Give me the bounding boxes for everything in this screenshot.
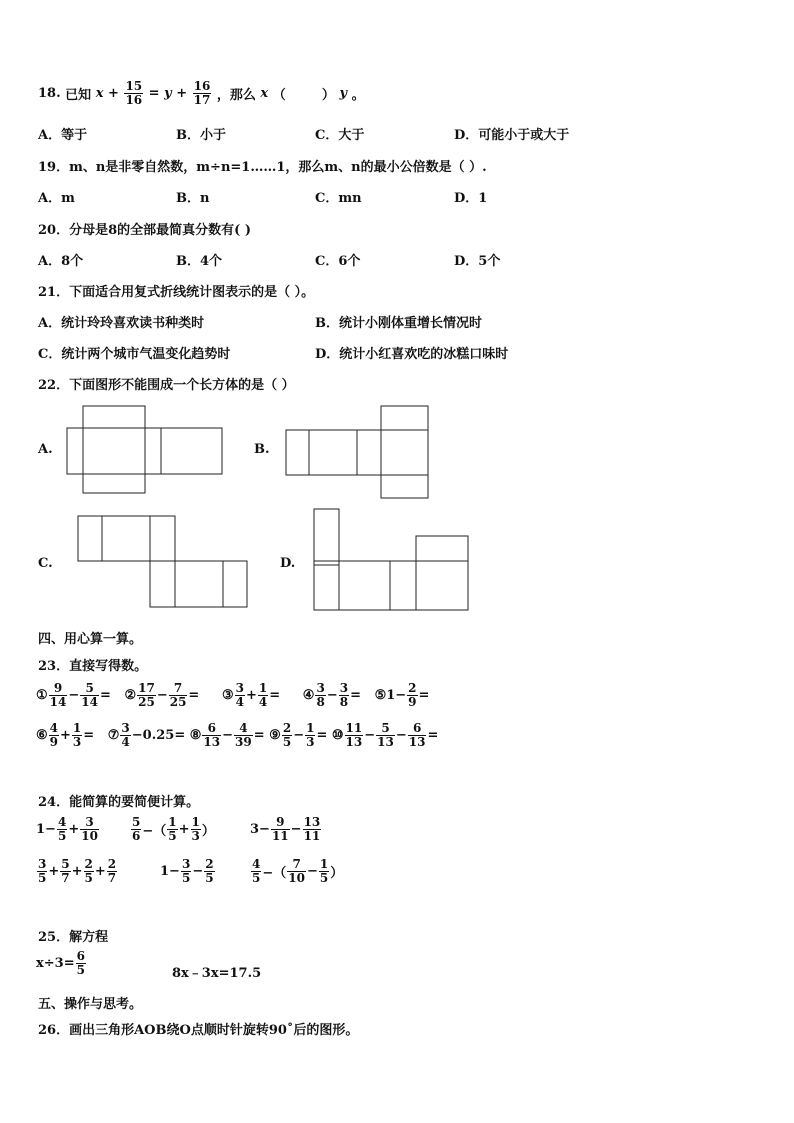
fraction: $\frac{3}{8}$ (316, 681, 325, 709)
q24-expr-6: $\frac{4}{5}$ −（ $\frac{7}{10}$ − $\frac{1}{5}$ ） (252, 857, 344, 885)
fraction: $\frac{13}{11}$ (303, 815, 321, 843)
fraction: $\frac{9}{14}$ (49, 681, 67, 709)
q23-stem: 23．直接写得数。 (38, 659, 148, 674)
fraction: $\frac{2}{9}$ (408, 681, 417, 709)
q19-option-a: A．m (38, 191, 75, 206)
q18-option-d: D．可能小于或大于 (454, 128, 570, 143)
q18-number: 18. (38, 85, 61, 101)
q18-option-b: B．小于 (176, 128, 226, 143)
fraction: $\frac{4}{39}$ (235, 721, 252, 749)
fraction: $\frac{11}{13}$ (345, 721, 363, 749)
q18-answer-blank: （ ） (272, 87, 335, 103)
fraction: $\frac{5}{7}$ (61, 857, 70, 885)
fraction: $\frac{3}{8}$ (339, 681, 349, 709)
fraction: $\frac{2}{5}$ (84, 857, 93, 885)
q24-expr-4: $\frac{3}{5}$ + $\frac{5}{7}$ + $\frac{2}{5}$ + $\frac{2}{7}$ (38, 857, 117, 885)
q18-stem (38, 80, 365, 106)
fraction: $\frac{3}{4}$ (121, 721, 130, 749)
q20-option-d: D．5个 (454, 254, 501, 269)
fraction: $\frac{1}{3}$ (191, 815, 200, 843)
q24-expr-1: 1− $\frac{4}{5}$ + $\frac{3}{10}$ (36, 815, 98, 843)
q23-row-1: ① $\frac{9}{14}$ − $\frac{5}{14}$ = ② $\frac{17}{25}$ − $\frac{7}{25}$ = ③ $\frac{3}{4}$ + $\frac{1}{4}$ = ④ $\frac{3}{8}$ − $\frac{3}{8}$ = ⑤1− $\frac{2}{9}$ = (36, 681, 430, 709)
q19-option-d: D．1 (454, 191, 488, 206)
q21-stem: 21．下面适合用复式折线统计图表示的是（ ）。 (38, 285, 315, 300)
q20-option-b: B．4个 (176, 254, 223, 269)
fraction: $\frac{1}{5}$ (168, 815, 177, 843)
q18-x2: x (260, 85, 269, 101)
fraction: $\frac{6}{13}$ (203, 721, 221, 749)
q18-fraction-1: $\frac{15}{16}$ (125, 79, 143, 107)
q24-expr-5: 1− $\frac{3}{5}$ − $\frac{2}{5}$ (160, 857, 214, 885)
fraction: $\frac{5}{13}$ (377, 721, 394, 749)
q25-equation-2: 8x﹣3x=17.5 (172, 966, 262, 981)
net-figure-b (280, 402, 435, 502)
q21-option-b: B．统计小刚体重增长情况时 (315, 316, 482, 331)
net-figure-a (60, 402, 230, 497)
fraction: $\frac{1}{5}$ (319, 857, 329, 885)
q24-expr-2: $\frac{5}{6}$ −（ $\frac{1}{5}$ + $\frac{1}{3}$ ） (132, 815, 215, 843)
net-figure-c (70, 510, 255, 615)
q22-label-b: B. (254, 442, 270, 457)
q23-mark-3: ③ (221, 687, 234, 703)
section4-title: 四、用心算一算。 (38, 632, 143, 647)
q20-option-a: A．8个 (38, 254, 84, 269)
fraction: $\frac{3}{5}$ (38, 857, 47, 885)
q19-option-c: C．mn (315, 191, 362, 206)
q25-stem: 25．解方程 (38, 930, 109, 945)
q18-eq: = (148, 85, 160, 101)
fraction: $\frac{2}{7}$ (107, 857, 117, 885)
fraction: $\frac{3}{10}$ (81, 815, 98, 843)
q18-prefix: 已知 (65, 87, 92, 103)
q22-label-a: A. (38, 442, 53, 457)
fraction: $\frac{6}{13}$ (408, 721, 426, 749)
q21-option-a: A．统计玲玲喜欢读书种类时 (38, 316, 205, 331)
fraction: $\frac{1}{4}$ (258, 681, 268, 709)
fraction: $\frac{7}{10}$ (288, 857, 305, 885)
fraction: $\frac{2}{5}$ (282, 721, 292, 749)
q23-mark-9: ⑨ (269, 727, 281, 743)
net-figure-d (308, 505, 478, 615)
q18-y2: y (339, 85, 348, 101)
q18-mid-text: ，那么 (216, 87, 256, 103)
q18-option-c: C．大于 (315, 128, 365, 143)
fraction: $\frac{3}{5}$ (181, 857, 191, 885)
fraction: $\frac{9}{11}$ (271, 815, 289, 843)
q22-label-d: D. (280, 556, 296, 571)
q21-option-c: C．统计两个城市气温变化趋势时 (38, 347, 231, 362)
q23-mark-6: ⑥ (36, 727, 48, 743)
fraction: $\frac{17}{25}$ (138, 681, 155, 709)
section5-title: 五、操作与思考。 (38, 997, 143, 1012)
fraction: $\frac{4}{5}$ (252, 857, 261, 885)
q23-mark-7: ⑦ (107, 727, 120, 743)
q18-end: 。 (351, 87, 365, 103)
q23-mark-1: ① (36, 687, 48, 703)
q25-equation-1: x÷3= $\frac{6}{5}$ (36, 949, 85, 977)
q22-stem: 22．下面图形不能围成一个长方体的是（ ） (38, 378, 295, 393)
q23-mark-4: ④ (302, 687, 315, 703)
fraction: $\frac{3}{4}$ (235, 681, 244, 709)
q23-mark-2: ② (124, 687, 137, 703)
fraction: $\frac{7}{25}$ (169, 681, 187, 709)
fraction: $\frac{6}{5}$ (76, 949, 85, 977)
q19-stem: 19．m、n是非零自然数，m÷n=1……1，那么m、n的最小公倍数是（ ）. (38, 160, 487, 175)
q20-option-c: C．6个 (315, 254, 361, 269)
q18-plus1: + (108, 85, 119, 101)
q23-mark-10: ⑩ (331, 727, 344, 743)
q18-option-a: A．等于 (38, 128, 88, 143)
q18-plus2: + (176, 85, 188, 101)
q26-stem: 26．画出三角形AOB绕O点顺时针旋转90˚后的图形。 (38, 1023, 359, 1038)
q18-x: x (95, 85, 104, 101)
fraction: $\frac{4}{9}$ (49, 721, 59, 749)
q23-row-2: ⑥ $\frac{4}{9}$ + $\frac{1}{3}$ = ⑦ $\frac{3}{4}$ −0.25= ⑧ $\frac{6}{13}$ − $\frac{4}{39}$ = ⑨ $\frac{2}{5}$ − $\frac{1}{3}$ = ⑩ $\frac{11}{13}$ − $\frac{5}{13}$ − $\frac{6}{13}$ = (36, 721, 439, 749)
fraction: $\frac{5}{6}$ (132, 815, 141, 843)
q18-fraction-2: $\frac{16}{17}$ (193, 79, 211, 107)
fraction: $\frac{4}{5}$ (57, 815, 67, 843)
q22-label-c: C. (38, 556, 53, 571)
q18-y: y (164, 85, 172, 101)
fraction: $\frac{5}{14}$ (81, 681, 98, 709)
q23-mark-8: ⑧ (189, 727, 202, 743)
q20-stem: 20．分母是8的全部最简真分数有( ) (38, 223, 251, 238)
q24-expr-3: 3− $\frac{9}{11}$ − $\frac{13}{11}$ (250, 815, 321, 843)
q21-option-d: D．统计小红喜欢吃的冰糕口味时 (315, 347, 509, 362)
q23-mark-5: ⑤ (374, 687, 387, 703)
fraction: $\frac{1}{3}$ (72, 721, 82, 749)
q19-option-b: B．n (176, 191, 210, 206)
q24-stem: 24．能简算的要简便计算。 (38, 795, 200, 810)
fraction: $\frac{1}{3}$ (306, 721, 315, 749)
fraction: $\frac{2}{5}$ (205, 857, 214, 885)
